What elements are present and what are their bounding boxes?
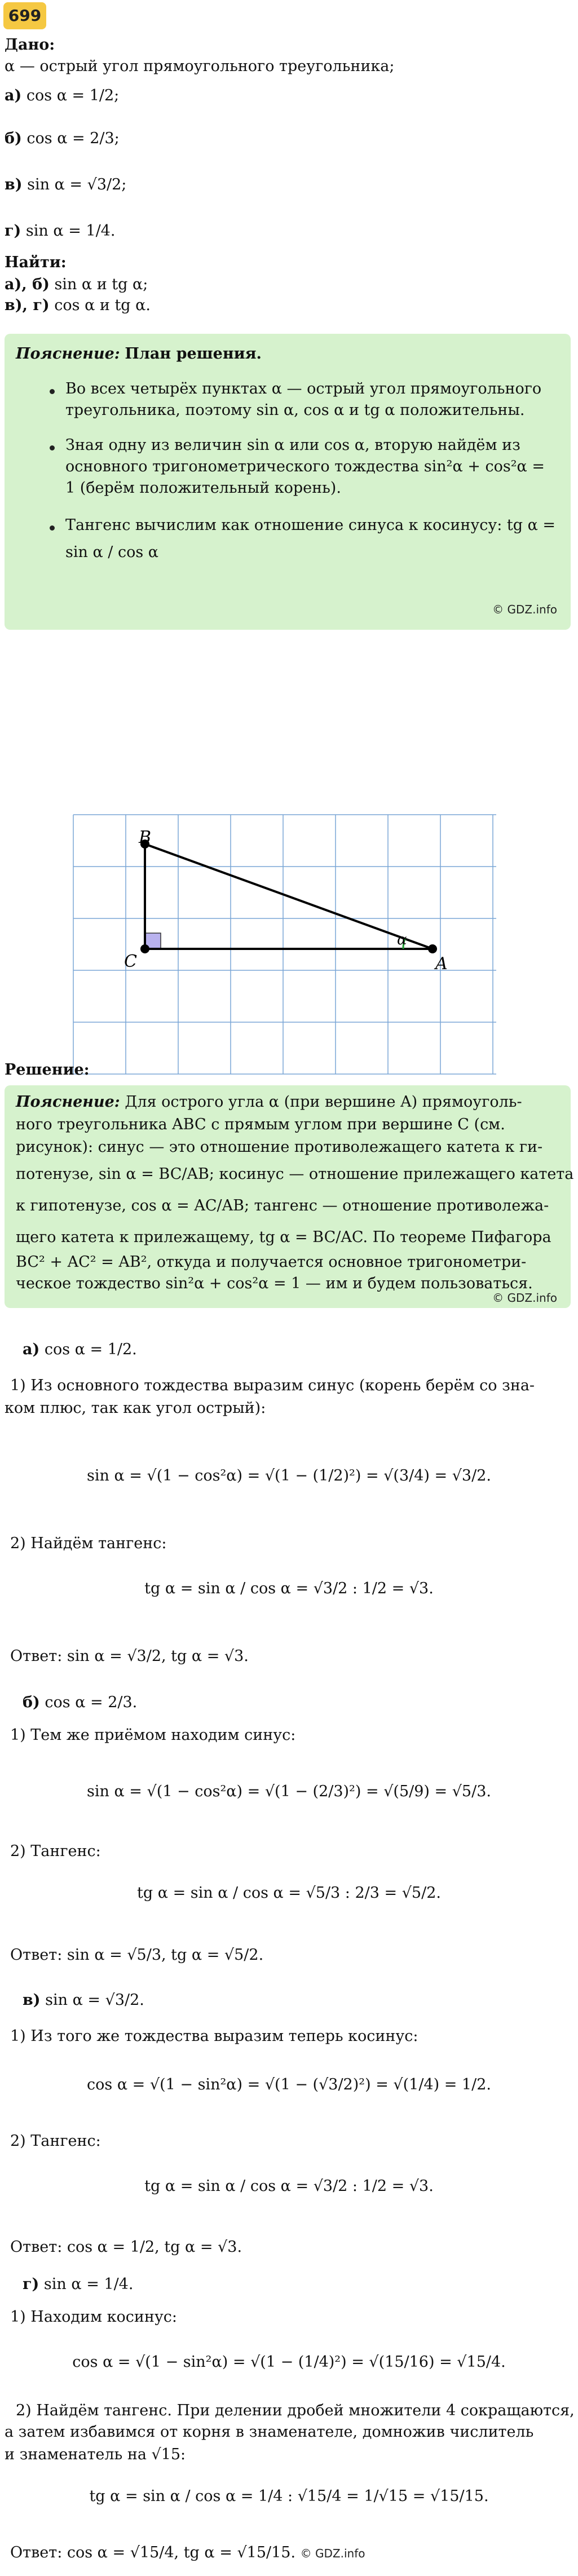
part-cond: cos α = 2/3. <box>45 1694 138 1711</box>
plan-bullet-1-line-2: треугольника, поэтому sin α, cos α и tg α положительны. <box>65 401 525 419</box>
part-b-condition <box>23 1693 572 1713</box>
explanation-line-8: ческое тождество sin²α + cos²α = 1 — им и будем пользоваться. <box>16 1275 533 1292</box>
part-a-step1-line1: 1) Из основного тождества выразим синус (корень берём со зна- <box>10 1377 535 1394</box>
part-b-step1: 1) Тем же приёмом находим синус: <box>10 1726 296 1744</box>
explanation-em: Пояснение: <box>16 1093 120 1111</box>
plan-bullet-1-line-1: Во всех четырёх пунктах α — острый угол прямоугольного <box>65 380 542 397</box>
bullet-dot <box>50 389 55 394</box>
vertex-a-label: A <box>435 954 448 974</box>
vertex-c-dot <box>140 944 149 953</box>
given-item-text: sin α = √3/2; <box>27 176 127 193</box>
explanation-copyright: © GDZ.info <box>492 1291 557 1305</box>
part-g-answer-line <box>10 2543 572 2563</box>
part-a-eq1: sin α = √(1 − cos²α) = √(1 − (1/2)²) = √(3/4) = √3/2. <box>87 1467 491 1484</box>
part-a-step1-line2: ком плюс, так как угол острый): <box>5 1399 266 1417</box>
given-item-text: cos α = 1/2; <box>26 87 120 104</box>
given-item-a <box>5 86 572 106</box>
explanation-line-4: потенузе, sin α = BC/AB; косинус — отношение прилежащего катета <box>16 1165 574 1183</box>
part-v-eq1: cos α = √(1 − sin²α) = √(1 − (√3/2)²) = √(1/4) = 1/2. <box>87 2076 491 2093</box>
problem-number-badge: 699 <box>3 2 46 29</box>
part-v-answer: Ответ: cos α = 1/2, tg α = √3. <box>10 2238 242 2256</box>
part-cond: cos α = 1/2. <box>44 1341 137 1358</box>
given-intro: α — острый угол прямоугольного треугольника; <box>5 58 395 75</box>
explanation-box <box>5 1085 574 1308</box>
plan-bullet-2-line-3: 1 (берём положительный корень). <box>65 479 341 497</box>
part-a-answer: Ответ: sin α = √3/2, tg α = √3. <box>10 1647 249 1665</box>
plan-bullet-3-line-1: Тангенс вычислим как отношение синуса к косинусу: tg α = <box>65 516 556 534</box>
given-item-g <box>5 221 572 241</box>
part-g-step2-line1: 2) Найдём тангенс. При делении дробей множители 4 сокращаются, <box>16 2402 575 2419</box>
angle-label: α <box>397 931 407 948</box>
bullet-dot <box>50 525 55 531</box>
part-g-step2-line2: а затем избавимся от корня в знаменателе, домножив числитель <box>5 2423 534 2441</box>
triangle-figure-svg <box>68 809 502 1091</box>
find-item-ab <box>5 275 572 295</box>
given-item-label: в) <box>5 176 23 193</box>
part-g-eq1: cos α = √(1 − sin²α) = √(1 − (1/4)²) = √(15/16) = √15/4. <box>72 2353 506 2371</box>
part-cond: sin α = 1/4. <box>43 2275 134 2293</box>
find-item-label: а), б) <box>5 276 50 293</box>
part-cond: sin α = √3/2. <box>45 1991 144 2009</box>
grid-lines <box>73 815 496 1074</box>
explanation-line-1-text: Для острого угла α (при вершине A) прямоуголь- <box>125 1093 522 1111</box>
find-item-text: cos α и tg α. <box>54 297 151 314</box>
part-label: г) <box>23 2275 39 2293</box>
part-label: б) <box>23 1694 40 1711</box>
part-v-step1: 1) Из того же тождества выразим теперь косинус: <box>10 2027 418 2045</box>
part-label: а) <box>23 1341 40 1358</box>
explanation-line-2: ного треугольника ABC с прямым углом при вершине C (см. <box>16 1116 505 1133</box>
given-item-label: б) <box>5 130 22 147</box>
part-a-condition <box>23 1340 572 1360</box>
find-item-vg <box>5 295 572 316</box>
given-item-label: а) <box>5 87 22 104</box>
plan-copyright: © GDZ.info <box>492 603 557 616</box>
part-v-eq2: tg α = sin α / cos α = √3/2 : 1/2 = √3. <box>144 2177 434 2195</box>
plan-title-em: Пояснение: <box>16 345 120 363</box>
find-item-text: sin α и tg α; <box>54 276 148 293</box>
explanation-line-5: к гипотенузе, cos α = AC/AB; тангенс — отношение противолежа- <box>16 1197 549 1214</box>
given-heading: Дано: <box>5 36 55 54</box>
plan-title-rest: План решения. <box>125 345 262 363</box>
vertex-b-label: B <box>139 828 152 847</box>
part-a-eq2: tg α = sin α / cos α = √3/2 : 1/2 = √3. <box>144 1580 434 1597</box>
find-heading: Найти: <box>5 254 67 271</box>
given-item-text: cos α = 2/3; <box>27 130 120 147</box>
part-g-eq2: tg α = sin α / cos α = 1/4 : √15/4 = 1/√15 = √15/15. <box>89 2487 489 2505</box>
vertex-a-dot <box>428 944 437 953</box>
part-g-condition <box>23 2274 572 2295</box>
given-item-text: sin α = 1/4. <box>25 222 116 240</box>
plan-bullet-2-line-1: Зная одну из величин sin α или cos α, вторую найдём из <box>65 436 520 454</box>
part-b-step2: 2) Тангенс: <box>10 1842 101 1860</box>
explanation-line-6: щего катета к прилежащему, tg α = BC/AC. По теореме Пифагора <box>16 1229 551 1246</box>
part-b-eq2: tg α = sin α / cos α = √5/3 : 2/3 = √5/2. <box>137 1884 441 1902</box>
given-item-b <box>5 129 572 149</box>
triangle-sides <box>145 844 433 949</box>
part-g-step2-line3: и знаменатель на √15: <box>5 2446 186 2463</box>
triangle-figure <box>68 809 502 1091</box>
given-item-v <box>5 175 572 195</box>
explanation-line-7: BC² + AC² = AB², откуда и получается основное тригонометри- <box>16 1253 527 1271</box>
part-g-answer: Ответ: cos α = √15/4, tg α = √15/15. <box>10 2544 296 2561</box>
plan-title <box>16 344 262 364</box>
part-a-step2: 2) Найдём тангенс: <box>10 1535 167 1552</box>
bullet-dot <box>50 445 55 450</box>
part-g-copyright: © GDZ.info <box>300 2547 365 2560</box>
solution-heading: Решение: <box>5 1061 90 1079</box>
part-label: в) <box>23 1991 41 2009</box>
find-item-label: в), г) <box>5 297 50 314</box>
part-b-answer: Ответ: sin α = √5/3, tg α = √5/2. <box>10 1946 264 1964</box>
part-v-step2: 2) Тангенс: <box>10 2132 101 2150</box>
plan-box <box>5 334 571 630</box>
plan-bullet-2-line-2: основного тригонометрического тождества sin²α + cos²α = <box>65 458 545 475</box>
plan-bullet-3-line-2: sin α / cos α <box>65 544 159 561</box>
part-g-step1: 1) Находим косинус: <box>10 2308 177 2326</box>
vertex-c-label: C <box>124 952 137 971</box>
part-v-condition <box>23 1990 572 2011</box>
explanation-line-3: рисунок): синус — это отношение противолежащего катета к ги- <box>16 1138 543 1156</box>
part-b-eq1: sin α = √(1 − cos²α) = √(1 − (2/3)²) = √(5/9) = √5/3. <box>87 1783 491 1800</box>
explanation-line-1 <box>16 1092 522 1112</box>
given-item-label: г) <box>5 222 21 240</box>
